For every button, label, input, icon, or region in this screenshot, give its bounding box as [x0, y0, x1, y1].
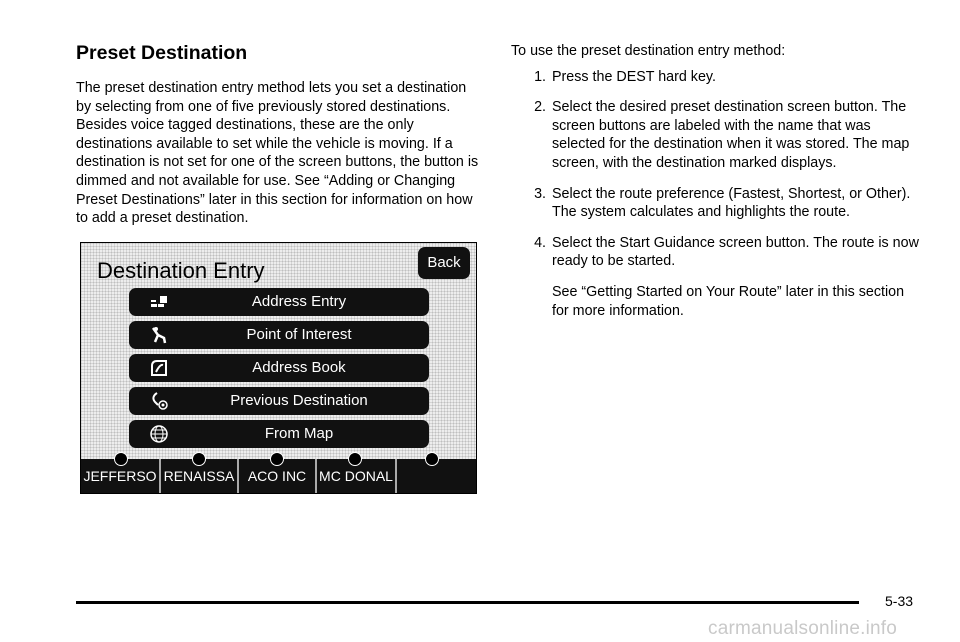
previous-destination-icon: [149, 391, 169, 411]
step-note: See “Getting Started on Your Route” later in this section for more information.: [552, 283, 905, 319]
step-text: Select the desired preset destination screen button. The screen buttons are labeled with the name that was selected for the destination when it was stored. The map screen, with the destination marked displays.: [552, 99, 910, 171]
preset-button-1[interactable]: JEFFERSO: [81, 459, 161, 493]
menu-label: Address Entry: [251, 293, 347, 310]
step-item: [511, 98, 921, 172]
point-of-interest-button[interactable]: [129, 321, 429, 349]
preset-button-2[interactable]: RENAISSA: [161, 459, 239, 493]
step-text: Select the route preference (Fastest, Shortest, or Other). The system calculates and highlights the route.: [552, 185, 911, 221]
preset-indicator-dot: [425, 452, 439, 466]
step-item: [511, 234, 921, 271]
menu-label: Address Book: [252, 359, 346, 376]
address-entry-button[interactable]: [129, 288, 429, 316]
menu-label: From Map: [264, 425, 334, 442]
previous-destination-button[interactable]: [129, 387, 429, 415]
preset-button-4[interactable]: MC DONAL: [317, 459, 397, 493]
globe-icon: [149, 424, 169, 444]
watermark: carmanualsonline.info: [708, 618, 898, 639]
preset-indicator-dot: [270, 452, 284, 466]
page-number: 5-33: [885, 593, 914, 609]
step-item: [511, 185, 921, 222]
back-button[interactable]: Back: [418, 247, 470, 279]
menu-label: Point of Interest: [246, 326, 352, 343]
step-number: 2.: [534, 99, 546, 116]
point-of-interest-icon: [149, 325, 169, 345]
step-number: 1.: [534, 68, 546, 85]
step-text: Press the DEST hard key.: [552, 68, 716, 85]
steps-intro: To use the preset destination entry method:: [511, 43, 786, 59]
left-column: [76, 42, 481, 228]
step-text: Select the Start Guidance screen button. The route is now ready to be started.: [552, 234, 919, 270]
preset-button-3[interactable]: ACO INC: [239, 459, 317, 493]
menu-label: Previous Destination: [230, 392, 368, 409]
step-number: 4.: [534, 234, 546, 251]
from-map-button[interactable]: [129, 420, 429, 448]
footer-rule: [76, 601, 859, 604]
intro-paragraph: The preset destination entry method lets you set a destination by selecting from one of five previously stored destinations. Besides voice tagged destinations, these are the only destinations available to set while the vehicle is moving. If a destination is not set for one of the screen buttons, the button is dimmed and not available for use. See “Adding or Changing Preset Destinations” later in this section for information on how to add a preset destination.: [76, 80, 479, 227]
preset-indicator-dot: [114, 452, 128, 466]
step-item: [511, 68, 921, 87]
preset-indicator-dot: [192, 452, 206, 466]
address-book-icon: [149, 358, 169, 378]
section-heading: Preset Destination: [76, 42, 248, 64]
address-book-button[interactable]: [129, 354, 429, 382]
right-column: [511, 42, 921, 320]
address-entry-icon: [149, 292, 169, 312]
steps-list: [511, 68, 921, 271]
preset-indicator-dot: [348, 452, 362, 466]
screen-title: Destination Entry: [97, 258, 265, 283]
destination-entry-screen: [80, 242, 477, 494]
step-number: 3.: [534, 185, 546, 202]
